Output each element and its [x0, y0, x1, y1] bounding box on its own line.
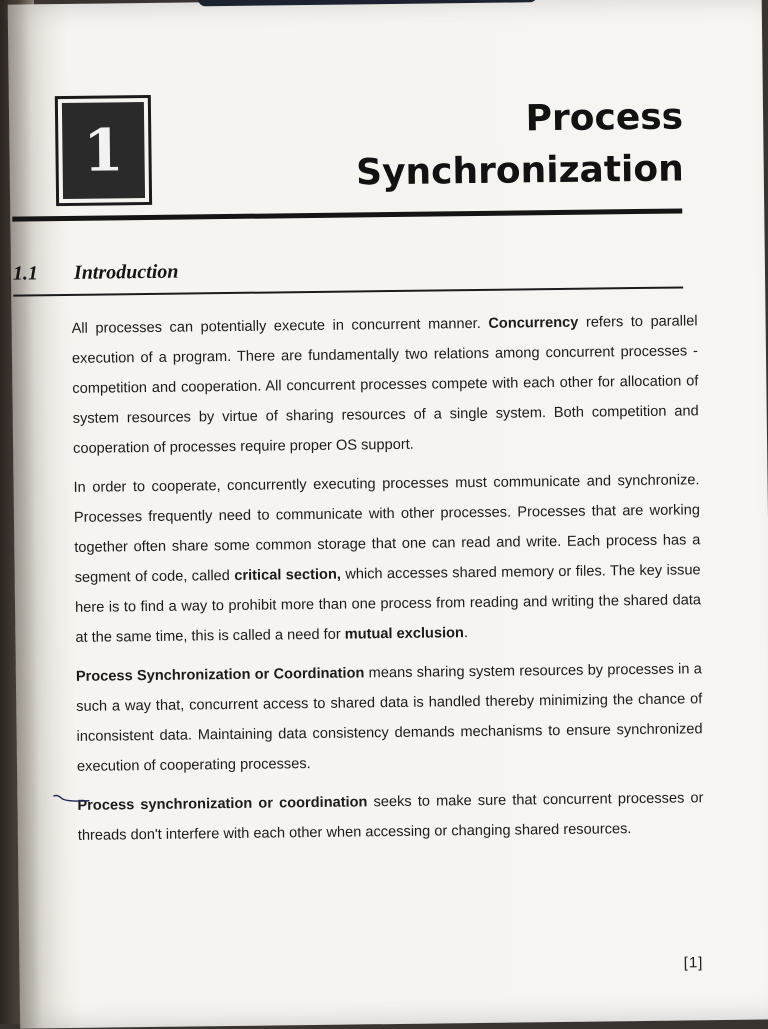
paragraph	[73, 465, 701, 653]
bold-term: Process Synchronization or Coordination	[75, 665, 365, 685]
section-heading	[13, 254, 683, 285]
paragraph-text: refers to parallel execution of a program. There are fundamentally two relations among concurrent processes - competition and cooperation. All concurrent processes compete with each other for allocation of system resources by virtue of sharing resources of a single system. Both competition and cooperation of processes require proper OS support.	[71, 313, 699, 457]
chapter-number-background	[62, 102, 145, 199]
bold-term: critical section,	[234, 566, 341, 584]
bold-term: mutual exclusion	[344, 625, 465, 643]
page-number: [1]	[683, 954, 704, 972]
chapter-number-box	[55, 95, 152, 206]
section-number: 1.1	[12, 262, 39, 285]
bold-term: Concurrency	[488, 314, 579, 332]
paragraph	[71, 306, 699, 464]
chapter-title-line2: Synchronization	[355, 148, 684, 194]
paragraph-text: .	[463, 625, 469, 642]
book-page	[8, 0, 768, 1029]
paragraph-text: All processes can potentially execute in concurrent manner.	[71, 315, 489, 337]
section-rule	[13, 286, 683, 296]
top-edge-shadow	[198, 0, 538, 6]
chapter-title	[355, 91, 684, 199]
pen-mark	[51, 792, 91, 804]
chapter-number: 1	[82, 116, 125, 185]
chapter-title-line1: Process	[525, 96, 684, 140]
paragraph	[76, 654, 703, 782]
paragraph-text: means sharing system resources by processes in a such a way that, concurrent access to shared data is handled thereby minimizing the chance of inconsistent data. Maintaining data consistency demands mechanisms to ensure synchronized execution of cooperating processes.	[76, 661, 703, 775]
paragraph-text: which accesses shared memory or files. The key issue here is to find a way to prohibit more than one process from reading and writing the shared data at the same time, this is called a need for	[74, 562, 702, 646]
paragraph	[77, 783, 704, 851]
section-title: Introduction	[73, 260, 179, 284]
paragraph-text: seeks to make sure that concurrent processes or threads don't interfere with each other when accessing or changing shared resources.	[77, 790, 704, 844]
bold-term: Process synchronization or coordination	[77, 794, 368, 814]
chapter-title-rule	[12, 208, 682, 221]
body-text	[71, 306, 704, 860]
paragraph-text: In order to cooperate, concurrently executing processes must communicate and synchronize. Processes frequently need to communicate with other processes. Processes that are working together often share some common storage that one can read and write. Each process has a segment of code, called	[73, 472, 701, 586]
